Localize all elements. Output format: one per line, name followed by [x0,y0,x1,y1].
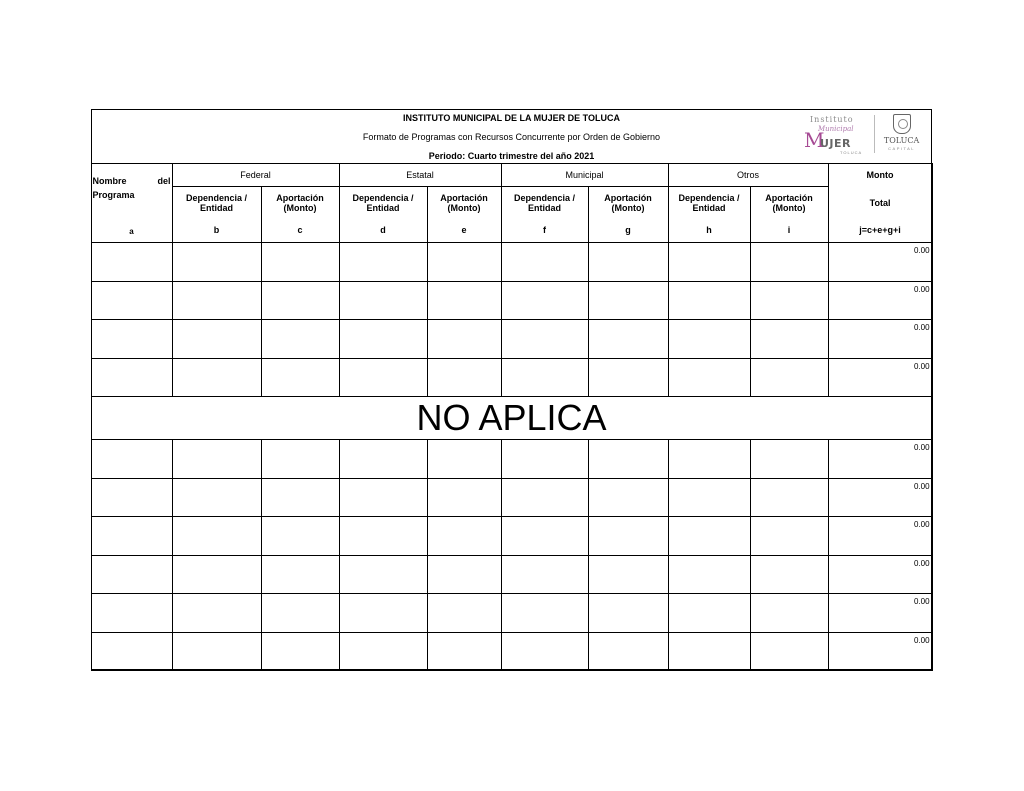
table-cell [339,517,427,556]
table-cell [501,517,588,556]
no-aplica-row [91,397,932,440]
col-letter: d [339,219,427,243]
table-cell [91,358,172,397]
table-cell [172,478,261,517]
table-row [91,358,932,397]
table-cell [427,440,501,479]
table-cell [588,358,668,397]
letters-row [91,219,932,243]
table-cell [261,440,339,479]
table-cell [172,632,261,671]
table-cell [172,517,261,556]
sub-dependencia: Dependencia / Entidad [668,187,750,219]
table-row [91,517,932,556]
table-cell [588,440,668,479]
col-letter: e [427,219,501,243]
table-cell [501,243,588,282]
table-cell [668,320,750,359]
total-cell: 0.00 [828,281,932,320]
table-cell [501,478,588,517]
table-cell [588,478,668,517]
logos [802,112,924,156]
col-letter: f [501,219,588,243]
toluca-shield-icon [893,114,911,134]
table-cell [750,555,828,594]
table-cell [91,632,172,671]
table-cell [339,358,427,397]
table-row [91,594,932,633]
table-cell [427,320,501,359]
logo-divider [874,115,875,153]
table-cell [750,632,828,671]
table-cell [750,320,828,359]
sub-aportacion: Aportación (Monto) [750,187,828,219]
table-cell [427,517,501,556]
table-cell [172,320,261,359]
programs-table [91,163,933,671]
group-estatal: Estatal [339,164,501,187]
table-cell [172,243,261,282]
table-cell [588,594,668,633]
table-row [91,243,932,282]
table-cell [668,517,750,556]
col-letter: h [668,219,750,243]
table-cell [501,320,588,359]
table-cell [261,243,339,282]
sub-aportacion: Aportación (Monto) [427,187,501,219]
sub-aportacion: Aportación (Monto) [588,187,668,219]
table-cell [668,281,750,320]
table-cell [427,478,501,517]
table-cell [91,594,172,633]
table-cell [261,594,339,633]
table-row [91,281,932,320]
table-cell [750,243,828,282]
table-cell [750,358,828,397]
table-cell [750,594,828,633]
table-cell [339,440,427,479]
report-period: Periodo: Cuarto trimestre del año 2021 [428,151,595,161]
table-cell [172,281,261,320]
table-cell [750,281,828,320]
report-title: INSTITUTO MUNICIPAL DE LA MUJER DE TOLUCA [402,113,620,123]
subheader-row [91,187,932,219]
table-cell [172,555,261,594]
table-row [91,440,932,479]
table-cell [501,440,588,479]
total-cell: 0.00 [828,243,932,282]
total-cell: 0.00 [828,517,932,556]
table-cell [668,243,750,282]
table-cell [588,555,668,594]
group-municipal: Municipal [501,164,668,187]
table-cell [588,243,668,282]
total-formula: j=c+e+g+i [828,219,932,243]
table-cell [339,320,427,359]
instituto-mujer-logo: Instituto Municipal M UJER TOLUCA [804,115,863,155]
table-cell [668,478,750,517]
table-cell [91,440,172,479]
table-cell [261,281,339,320]
table-cell [501,358,588,397]
program-name-header: Nombre del Programa a [91,164,172,243]
table-cell [668,555,750,594]
table-cell [588,632,668,671]
table-cell [427,358,501,397]
sub-dependencia: Dependencia / Entidad [501,187,588,219]
no-aplica-label: NO APLICA [91,397,932,440]
table-cell [668,358,750,397]
group-otros: Otros [668,164,828,187]
table-row [91,632,932,671]
table-cell [501,632,588,671]
table-row [91,320,932,359]
table-cell [172,358,261,397]
group-header-row [91,164,932,187]
table-cell [261,632,339,671]
table-cell [427,555,501,594]
table-cell [91,555,172,594]
col-letter: c [261,219,339,243]
table-cell [339,594,427,633]
table-cell [668,440,750,479]
col-letter: g [588,219,668,243]
sub-aportacion: Aportación (Monto) [261,187,339,219]
table-cell [668,594,750,633]
report-frame [91,109,932,670]
total-cell: 0.00 [828,320,932,359]
report-subtitle: Formato de Programas con Recursos Concurrente por Orden de Gobierno [362,132,661,142]
table-cell [261,358,339,397]
table-cell [668,632,750,671]
total-cell: 0.00 [828,358,932,397]
total-header: Total [828,187,932,219]
toluca-capital-logo: TOLUCA CAPITAL [879,112,924,156]
total-cell: 0.00 [828,632,932,671]
table-cell [588,281,668,320]
table-cell [501,555,588,594]
table-cell [588,320,668,359]
table-cell [750,517,828,556]
table-cell [261,517,339,556]
group-federal: Federal [172,164,339,187]
table-cell [261,555,339,594]
table-cell [427,243,501,282]
table-cell [339,555,427,594]
total-cell: 0.00 [828,555,932,594]
table-cell [261,478,339,517]
table-row [91,555,932,594]
total-cell: 0.00 [828,478,932,517]
table-cell [750,478,828,517]
table-cell [339,632,427,671]
table-cell [501,594,588,633]
sub-dependencia: Dependencia / Entidad [339,187,427,219]
table-cell [261,320,339,359]
sub-dependencia: Dependencia / Entidad [172,187,261,219]
total-cell: 0.00 [828,440,932,479]
table-cell [172,594,261,633]
table-cell [427,632,501,671]
table-cell [339,243,427,282]
monto-header: Monto [828,164,932,187]
table-cell [91,517,172,556]
col-letter: i [750,219,828,243]
table-cell [339,478,427,517]
table-cell [427,281,501,320]
report-header [92,110,931,165]
table-cell [91,281,172,320]
table-cell [427,594,501,633]
total-cell: 0.00 [828,594,932,633]
table-cell [588,517,668,556]
table-cell [172,440,261,479]
table-cell [91,320,172,359]
col-letter: b [172,219,261,243]
table-cell [339,281,427,320]
table-cell [91,478,172,517]
table-cell [91,243,172,282]
table-cell [750,440,828,479]
table-cell [501,281,588,320]
table-row [91,478,932,517]
